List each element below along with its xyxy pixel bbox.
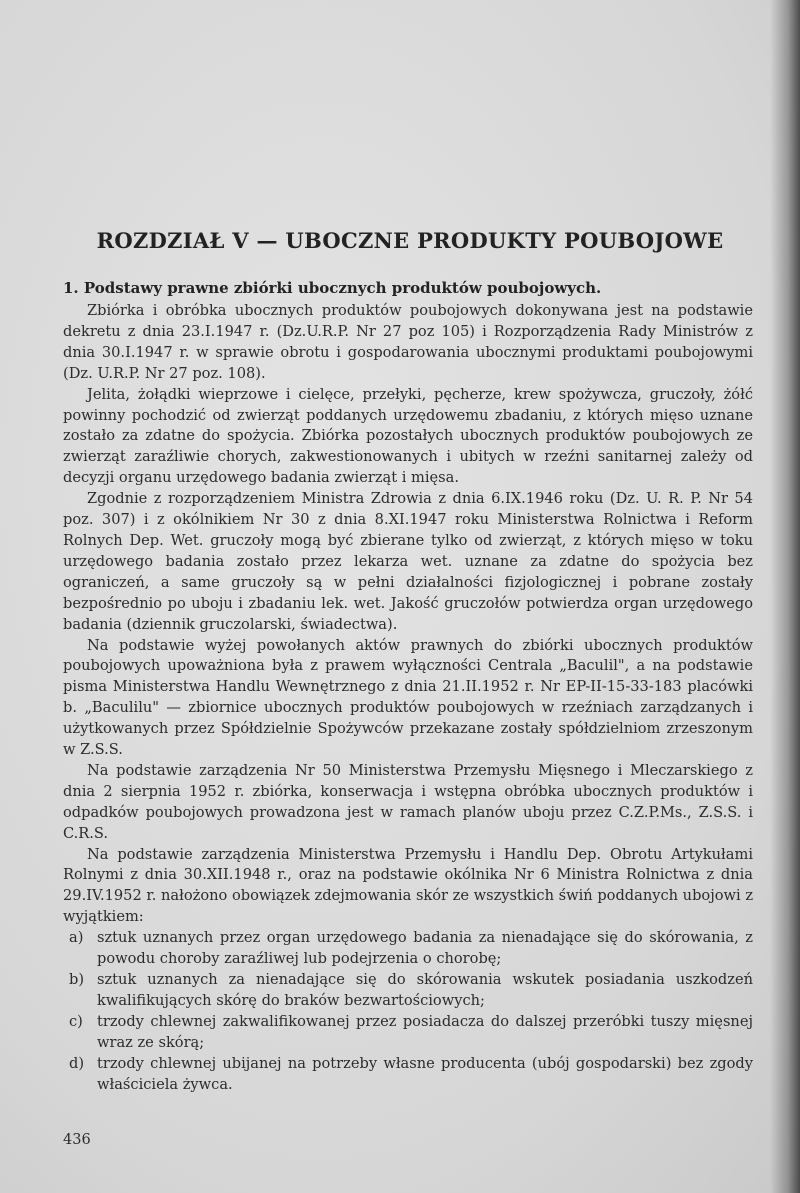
chapter-title: ROZDZIAŁ V — UBOCZNE PRODUKTY POUBOJOWE <box>96 228 724 253</box>
list-marker: b) <box>69 971 85 988</box>
exceptions-list <box>53 928 753 1095</box>
page-number: 436 <box>63 1132 91 1148</box>
list-item <box>53 970 753 1012</box>
body-text <box>63 301 753 1095</box>
list-marker: c) <box>69 1012 83 1030</box>
exceptions-list-wrapper <box>53 928 753 1095</box>
paragraph: Zbiórka i obróbka ubocznych produktów poubojowych dokonywana jest na podstawie dekretu z dnia 23.I.1947 r. (Dz.U.R.P. Nr 27 poz 105) i Rozporządzenia Rady Ministrów z dnia 30.I.1947 r. w sprawie obrotu i gospodarowania ubocznymi produktami poubojowymi (Dz. U.R.P. Nr 27 poz. 108). <box>63 302 753 382</box>
paragraph: Na podstawie zarządzenia Nr 50 Ministerstwa Przemysłu Mięsnego i Mleczarskiego z dnia 2 sierpnia 1952 r. zbiórka, konserwacja i wstępna obróbka ubocznych produktów i odpadków poubojowych prowadzona jest w ramach planów uboju przez C.Z.P.Ms., Z.S.S. i C.R.S. <box>63 761 753 842</box>
section-heading: 1. Podstawy prawne zbiórki ubocznych produktów poubojowych. <box>63 279 602 297</box>
list-item-text: trzody chlewnej ubijanej na potrzeby własne producenta (ubój gospodarski) bez zgody właściciela żywca. <box>97 1054 753 1093</box>
list-marker: d) <box>69 1054 85 1072</box>
paragraph: Na podstawie wyżej powołanych aktów prawnych do zbiórki ubocznych produktów poubojowych upoważniona była z prawem wyłączności Centrala „Baculil", a na podstawie pisma Ministerstwa Handlu Wewnętrznego z dnia 21.II.1952 r. Nr EP-II-15-33-183 placówki b. „Baculilu" — zbiornice ubocznych produktów poubojowych w rzeźniach zarządzanych i użytkowanych przez Spółdzielnie Spożywców przekazane zostały spółdzielniom zrzeszonym w Z.S.S. <box>63 636 753 759</box>
list-item <box>53 928 753 970</box>
paragraph: Na podstawie zarządzenia Ministerstwa Przemysłu i Handlu Dep. Obrotu Artykułami Rolnymi z dnia 30.XII.1948 r., oraz na podstawie okólnika Nr 6 Ministra Rolnictwa z dnia 29.IV.1952 r. nałożono obowiązek zdejmowania skór ze wszystkich świń poddanych ubojowi z wyjątkiem: <box>63 845 754 926</box>
list-item-text: trzody chlewnej zakwalifikowanej przez posiadacza do dalszej przeróbki tuszy mięsnej wraz ze skórą; <box>97 1012 753 1051</box>
list-item <box>53 1012 753 1054</box>
list-marker: a) <box>69 929 84 947</box>
page-spine-shadow <box>770 0 800 1193</box>
paragraph: Jelita, żołądki wieprzowe i cielęce, przełyki, pęcherze, krew spożywcza, gruczoły, żółć powinny pochodzić od zwierząt poddanych urzędowemu zbadaniu, z których mięso uznane zostało za zdatne do spożycia. Zbiórka pozostałych ubocznych produktów poubojowych ze zwierząt zaraźliwie chorych, zakwestionowanych i ubitych w rzeźni sanitarnej zależy od decyzji organu urzędowego badania zwierząt i mięsa. <box>63 385 753 487</box>
list-item-text: sztuk uznanych przez organ urzędowego badania za nienadające się do skórowania, z powodu choroby zaraźliwej lub podejrzenia o chorobę; <box>97 929 753 968</box>
paragraph: Zgodnie z rozporządzeniem Ministra Zdrowia z dnia 6.IX.1946 roku (Dz. U. R. P. Nr 54 poz. 307) i z okólnikiem Nr 30 z dnia 8.XI.1947 roku Ministerstwa Rolnictwa i Reform Rolnych Dep. Wet. gruczoły mogą być zbierane tylko od zwierząt, z których mięso w toku urzędowego badania zostało przez lekarza wet. uznane za zdatne do spożycia bez ograniczeń, a same gruczoły są w pełni działalności fizjologicznej i pobrane zostały bezpośrednio po uboju i zbadaniu lek. wet. Jakość gruczołów potwierdza organ urzędowego badania (dziennik gruczolarski, świadectwa). <box>63 490 753 633</box>
list-item <box>53 1054 753 1096</box>
list-item-text: sztuk uznanych za nienadające się do skórowania wskutek posiadania uszkodzeń kwalifikujących skórę do braków bezwartościowych; <box>97 971 753 1009</box>
